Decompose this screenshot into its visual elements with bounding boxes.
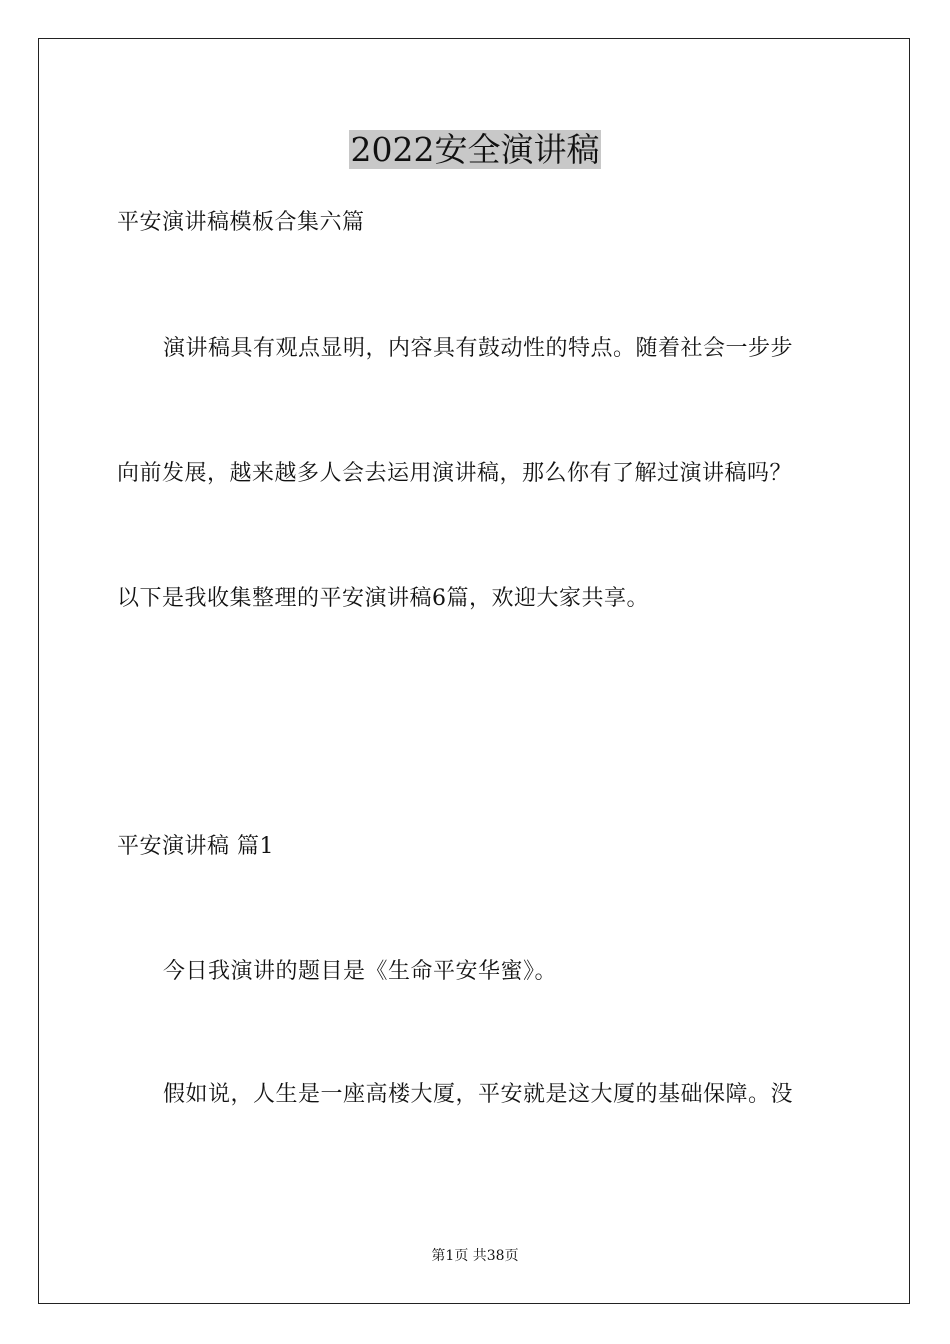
body-line-1: 今日我演讲的题目是《生命平安华蜜》。 (163, 959, 558, 984)
intro-line-3: 以下是我收集整理的平安演讲稿6篇，欢迎大家共享。 (117, 586, 649, 611)
section-heading: 平安演讲稿 篇1 (117, 834, 274, 859)
document-subtitle: 平安演讲稿模板合集六篇 (117, 210, 365, 235)
intro-line-2: 向前发展，越来越多人会去运用演讲稿，那么你有了解过演讲稿吗？ (117, 461, 793, 486)
title-text: 2022安全演讲稿 (350, 130, 600, 169)
document-title (0, 130, 950, 170)
page-footer: 第1页 共38页 (431, 1248, 519, 1264)
body-line-2: 假如说，人生是一座高楼大厦，平安就是这大厦的基础保障。没 (163, 1082, 794, 1107)
intro-line-1: 演讲稿具有观点显明，内容具有鼓动性的特点。随着社会一步步 (163, 336, 794, 361)
